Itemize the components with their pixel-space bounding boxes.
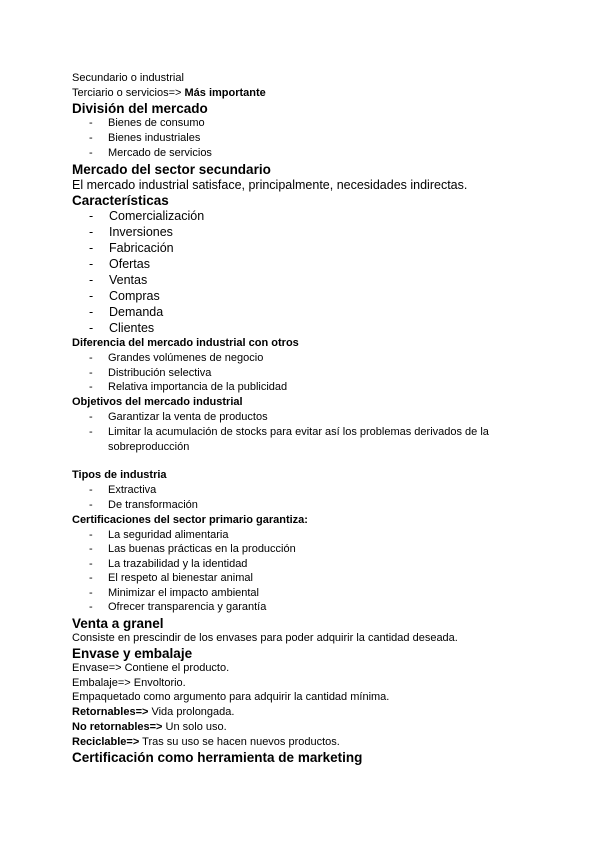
bullet-dash: - [89, 209, 94, 223]
bullet-dash: - [89, 587, 93, 599]
bullet-dash: - [89, 117, 93, 129]
bullet-dash: - [89, 529, 93, 541]
list-item-text: Inversiones [109, 225, 173, 239]
list-item-text: Limitar la acumulación de stocks para evitar así los problemas derivados de la [108, 426, 489, 438]
no-retornables-line [72, 722, 227, 733]
list-item-text: Las buenas prácticas en la producción [108, 543, 296, 555]
list-item-text: Fabricación [109, 241, 174, 255]
bullet-dash: - [89, 225, 94, 239]
secundario-title: Mercado del sector secundario [72, 162, 271, 177]
sector-secundario-line: Secundario o industrial [72, 72, 184, 84]
list-item-text: Ofertas [109, 257, 150, 271]
list-item-text: Garantizar la venta de productos [108, 411, 268, 423]
retornables-label: Retornables=> [72, 706, 149, 718]
list-item-text: Compras [109, 289, 160, 303]
list-item-text: Distribución selectiva [108, 367, 212, 379]
bullet-dash: - [89, 558, 93, 570]
bullet-dash: - [89, 289, 94, 303]
certificaciones-title: Certificaciones del sector primario garantiza: [72, 514, 308, 526]
list-item-text: Extractiva [108, 484, 157, 496]
reciclable-text: Tras su uso se hacen nuevos productos. [139, 736, 340, 748]
empaquetado-line: Empaquetado como argumento para adquirir la cantidad mínima. [72, 691, 390, 703]
objetivos-title: Objetivos del mercado industrial [72, 396, 243, 408]
bullet-dash: - [89, 273, 94, 287]
list-item-text: Demanda [109, 305, 164, 319]
bullet-dash: - [89, 352, 93, 364]
bullet-dash: - [89, 321, 94, 335]
retornables-text: Vida prolongada. [148, 706, 235, 718]
embalaje-line: Embalaje=> Envoltorio. [72, 677, 186, 689]
no-retornables-text: Un solo uso. [162, 721, 227, 733]
list-item-text: Grandes volúmenes de negocio [108, 352, 264, 364]
reciclable-label: Reciclable=> [72, 736, 140, 748]
list-item-text: Ofrecer transparencia y garantía [108, 601, 267, 613]
list-item-text: Minimizar el impacto ambiental [108, 587, 259, 599]
list-item-text: Mercado de servicios [108, 147, 212, 159]
retornables-line [72, 707, 234, 718]
bullet-dash: - [89, 381, 93, 393]
list-item-text: De transformación [108, 499, 198, 511]
envase-title: Envase y embalaje [72, 646, 193, 661]
bullet-dash: - [89, 499, 93, 511]
bullet-dash: - [89, 411, 93, 423]
bullet-dash: - [89, 426, 93, 438]
list-item-text: Clientes [109, 321, 155, 335]
tipos-title: Tipos de industria [72, 469, 167, 481]
list-item-text: Bienes industriales [108, 132, 201, 144]
list-item-text: Comercialización [109, 209, 205, 223]
bullet-dash: - [89, 367, 93, 379]
diferencia-title: Diferencia del mercado industrial con otros [72, 337, 299, 349]
bullet-dash: - [89, 305, 94, 319]
bullet-dash: - [89, 147, 93, 159]
list-item-text: La seguridad alimentaria [108, 529, 229, 541]
list-item-text: El respeto al bienestar animal [108, 572, 253, 584]
list-item-text: Bienes de consumo [108, 117, 205, 129]
secundario-text: El mercado industrial satisface, principalmente, necesidades indirectas. [72, 178, 468, 192]
granel-title: Venta a granel [72, 616, 164, 631]
list-item-text: Ventas [109, 273, 148, 287]
bullet-dash: - [89, 484, 93, 496]
sector-terciario-line [72, 88, 266, 99]
bullet-dash: - [89, 601, 93, 613]
envase-line: Envase=> Contiene el producto. [72, 662, 230, 674]
bullet-dash: - [89, 543, 93, 555]
no-retornables-label: No retornables=> [72, 721, 163, 733]
bullet-dash: - [89, 241, 94, 255]
terciario-text: Terciario o servicios=> [72, 87, 185, 99]
caracteristicas-title: Características [72, 193, 169, 208]
bullet-dash: - [89, 572, 93, 584]
bullet-dash: - [89, 132, 93, 144]
bullet-dash: - [89, 257, 94, 271]
terciario-bold: Más importante [184, 87, 266, 99]
division-title: División del mercado [72, 101, 208, 116]
granel-text: Consiste en prescindir de los envases para poder adquirir la cantidad deseada. [72, 632, 458, 644]
list-item-text: La trazabilidad y la identidad [108, 558, 248, 570]
list-item-text: sobreproducción [108, 441, 190, 453]
reciclable-line [72, 737, 340, 748]
list-item-text: Relativa importancia de la publicidad [108, 381, 288, 393]
certificacion-marketing-title: Certificación como herramienta de marketing [72, 750, 363, 765]
